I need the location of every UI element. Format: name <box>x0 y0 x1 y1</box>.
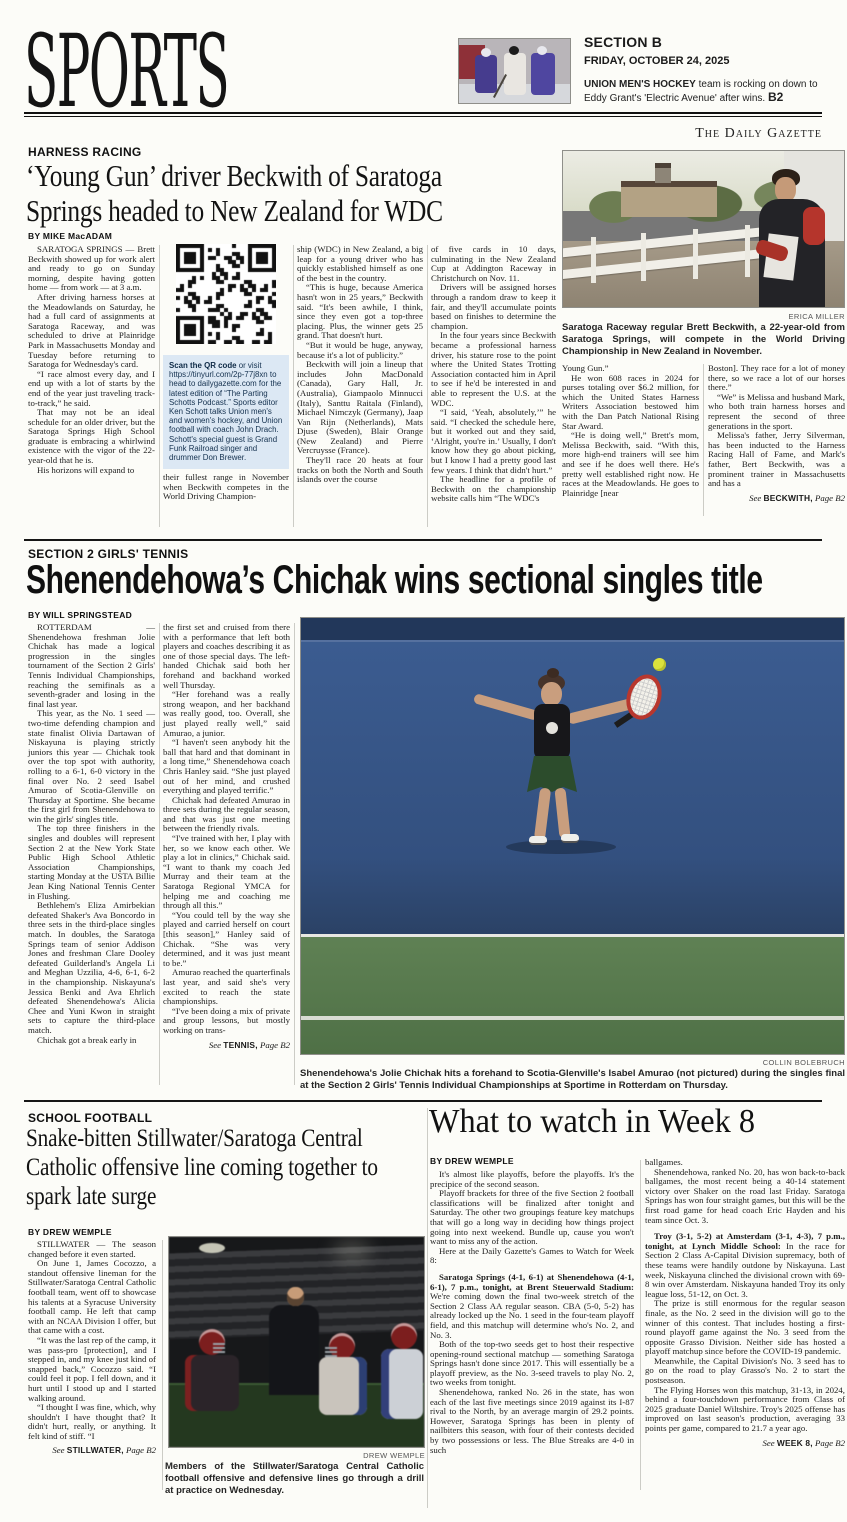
column-rule <box>159 245 160 527</box>
paragraph: This year, as the No. 1 seed — two-time defending champion and state finalist Olivia Dartawan of Niskayuna is playing strictly juniors this year — Chichak took over the top spot with authority, rolling to a 6-1, 6-0 victory in the final over No. 2 seed Isabel Amurao of Scotia-Glenville on Thursday at Sportime. She became the first girl from Shenendehowa to win the girls' singles title. <box>28 708 155 824</box>
section-divider <box>24 1100 822 1102</box>
harness-column-3 <box>297 245 423 485</box>
paragraph: “I've trained with her, I play with her, so we know each other. We play a lot in clinics,” Chichak said. “I want to thank my coach Jed Murray and their team at the Saratoga Regional YMCA for helping me and coaching me through all this.” <box>163 833 290 911</box>
paragraph: Boston]. They race for a lot of money there, so we race a lot of our horses there.” <box>708 363 845 393</box>
paragraph: They'll race 20 heats at four tracks on both the North and South islands over the course <box>297 455 423 485</box>
fence-post <box>591 237 596 283</box>
tennis-column-2-text <box>163 623 290 1036</box>
jump-line-tennis <box>163 1040 290 1050</box>
jump-name: TENNIS, <box>223 1039 258 1050</box>
harness-column-2-text <box>163 473 289 502</box>
photo-credit: ERICA MILLER <box>788 312 845 321</box>
player-right-shoe <box>561 834 579 843</box>
paragraph: SARATOGA SPRINGS — Brett Beckwith showed up for work alert and ready to go on Sunday morning, despite having gotten home — from work — at 3 a.m. <box>28 244 155 293</box>
paragraph: “I thought I was fine, which, why shouldn't I have thought that? It didn't hurt, really, or anything. It felt kind of stiff. “I <box>28 1402 156 1441</box>
paragraph: ROTTERDAM — Shenendehowa freshman Jolie Chichak has made a logical progression in the singles tournament of the Section 2 Girls' Tennis Individual Championships, reaching the semifinals as a seventh-grader and losing in the final last year. <box>28 622 155 709</box>
fence-post <box>745 225 750 277</box>
harness-byline: BY MIKE MacADAM <box>28 231 113 241</box>
week8-column-b-text <box>645 1158 845 1434</box>
jump-name: WEEK 8, <box>776 1437 813 1448</box>
kicker-girls-tennis: SECTION 2 GIRLS' TENNIS <box>28 547 189 561</box>
beckwith-photo <box>562 150 845 308</box>
harness-column-6 <box>708 364 845 503</box>
masthead-rule <box>24 112 822 117</box>
paragraph: That may not be an ideal schedule for an older driver, but the Saratoga Springs High School graduate is embracing a whirlwind existence with the vigor of the 22-year-old that he is. <box>28 407 155 466</box>
date-label: FRIDAY, OCTOBER 24, 2025 <box>584 55 730 67</box>
teaser-page-ref: B2 <box>767 90 784 104</box>
paragraph: The prize is still enormous for the regular season finale, as the No. 2 seed in the division will go to the winner of this contest. That includes hosting a first-round playoff game against the No. 3 seed from the opposite Grasso Division. Neither side has hosted a playoff matchup since before the COVID-19 pandemic. <box>645 1298 845 1357</box>
week8-column-b <box>645 1158 845 1448</box>
page-title: SPORTS <box>24 13 229 130</box>
paragraph: Here at the Daily Gazette's Games to Watch for Week 8: <box>430 1245 634 1266</box>
paragraph: “He is doing well,” Brett's mom, Melissa Beckwith, said. “With this, more high-end trainers will see him and see if he does well there. He's pretty well established right now. He races at the Meadowlands. He goes to Plainridge [near <box>562 430 699 498</box>
harness-column-5 <box>562 364 699 498</box>
player-shadow <box>506 840 616 854</box>
paragraph: Both of the top-two seeds get to host their respective opening-round sectional matchup — something Saratoga Springs hasn't done since 2017. This will essentially be a playoff preview, as the No. 3-seed travels to play No. 2, two weeks from tonight. <box>430 1339 634 1388</box>
tennis-headline: Shenendehowa’s Chichak wins sectional singles title <box>26 558 763 602</box>
harness-column-4 <box>431 245 556 504</box>
paragraph: the first set and cruised from there with a performance that left both players and coaches describing it as one of those special days. The left-handed Chichak said both her forehand and backhand worked well Thursday. <box>163 622 290 690</box>
paragraph: Melissa's father, Jerry Silverman, has been inducted to the Harness Racing Hall of Fame, and Mark's father, Bert Beckwith, was a prominent trainer in Massachusetts and has a <box>708 430 845 489</box>
column-rule <box>162 1240 163 1490</box>
paragraph: “But it would be huge, anyway, because it's a lot of publicity.” <box>297 339 423 360</box>
teaser-lead: UNION MEN'S HOCKEY <box>584 79 696 90</box>
football-helmet <box>391 1323 417 1349</box>
column-rule <box>293 245 294 527</box>
court-back-rail <box>301 618 844 642</box>
column-rule <box>427 1108 428 1508</box>
fence-post <box>641 233 646 281</box>
kicker-harness-racing: HARNESS RACING <box>28 145 142 159</box>
paper-name: The Daily Gazette <box>695 126 822 141</box>
paragraph: Saratoga Springs (4-1, 6-1) at Shenendehowa (4-1, 6-1), 7 p.m., tonight, at Brent Steuerwald Stadium: We're coming down the final two-week stretch of the Section 2 Class AA regular season. CBA (5-0, 5-2) has already locked up the No. 1 seed in the four-team playoff field, and this matchup will determine who's No. 2, and No. 3. <box>430 1271 634 1340</box>
paragraph: ship (WDC) in New Zealand, a big leap for a young driver who has quickly established himself as one of the best in the country. <box>297 244 423 283</box>
paragraph: Young Gun.” <box>562 363 609 373</box>
court-line <box>301 1016 844 1020</box>
paragraph: Chichak got a break early in <box>37 1034 137 1045</box>
player-face <box>541 682 562 706</box>
tennis-byline: BY WILL SPRINGSTEAD <box>28 610 133 620</box>
paragraph: Amurao reached the quarterfinals last year, and said she's very excited to reach the state championships. <box>163 967 290 1007</box>
front-teaser <box>584 78 822 105</box>
teaser-text: team is rocking on down to Eddy Grant's 'Electric Avenue' after wins. <box>584 79 818 104</box>
section-label: SECTION B <box>584 34 663 50</box>
hockey-player <box>475 55 497 93</box>
shirt-logo <box>546 722 558 734</box>
paragraph: Drivers will be assigned horses through a random draw to keep it fair, and they'll accumulate points based on finishes to determine the champion. <box>431 282 556 331</box>
jump-pre: See <box>208 1039 224 1050</box>
hockey-player <box>531 53 555 95</box>
jump-name: BECKWITH, <box>763 492 813 503</box>
helmet-facemask <box>325 1347 337 1357</box>
paragraph: Beckwith will join a lineup that includes John MacDonald (Canada), Gary Hall, Jr. (Australia), Giampaolo Minnucci (Italy), Santtu Raitala (Finland), Michael Nimczyk (Germany), Jaap Van Rijn (Netherlands), Mats Djuse (Sweden), Blair Orange (New Zealand) and Pierre Vercruysse (France). <box>297 359 423 456</box>
paragraph: In the four years since Beckwith became a professional harness driver, his stature rose to the point where the United States Trotting Association contacted him in April to see if he'd be interested in and able to represent the U.S. at the WDC. <box>431 330 556 408</box>
coach-face <box>287 1287 304 1306</box>
hockey-helmet <box>509 46 519 55</box>
paragraph: The Flying Horses won this matchup, 31-13, in 2024, behind a four-touchdown performance from Class of 2025 graduate Daniel Wiltshire. Troy's 2025 offense has improved on last season's production, averaging 33 points per game, compared to 21.7 a year ago. <box>645 1384 845 1434</box>
player-left-shoe <box>529 836 547 845</box>
qr-code-area <box>163 242 289 355</box>
hockey-teaser-photo <box>458 38 571 104</box>
jump-line-beckwith <box>708 493 845 503</box>
paragraph: “This is huge, because America hasn't won in 25 years,” Beckwith said. “It's been awhile, I think, since they even got a top-three placing. Plus, the winner gets 25 grand. That doesn't hurt. <box>297 282 423 341</box>
jump-line-stillwater <box>28 1445 156 1455</box>
week8-column-a <box>430 1170 634 1455</box>
jump-post: Page B2 <box>257 1039 290 1050</box>
paragraph: Chichak had defeated Amurao in three sets during the regular season, and that was just one meeting between the friendly rivals. <box>163 794 290 834</box>
paragraph: “We” is Melissa and husband Mark, who both train harness horses and represent the second of three generations in the sport. <box>708 391 845 431</box>
coach-figure <box>269 1305 319 1395</box>
football-player-right <box>381 1349 423 1419</box>
paragraph: ballgames. <box>645 1157 683 1167</box>
football-column-1 <box>28 1240 156 1455</box>
harness-column-2 <box>163 242 289 502</box>
section-divider <box>24 539 822 541</box>
paragraph: On June 1, James Cocozzo, a standout offensive lineman for the Stillwater/Saratoga Central Catholic football team, went off to showcase his talents at a Syracuse University football camp. He left that camp with an NCAA Division I offer, but that came with a cost. <box>28 1258 156 1336</box>
hockey-player <box>504 53 526 95</box>
paragraph: “I've been doing a mix of private and group lessons, but mostly working on trans- <box>163 1005 290 1035</box>
paragraph: Playoff brackets for three of the five Section 2 football classifications will be finalized after tonight and Saturday. The other two groupings feature key matchups that will go a long way in deciding how things project going into next weekend. Bundle up, cause you won't want to miss any of the action. <box>430 1188 634 1247</box>
kicker-school-football: SCHOOL FOOTBALL <box>28 1111 153 1125</box>
football-player-center <box>319 1357 367 1415</box>
football-headline: Snake-bitten Stillwater/Saratoga Central Catholic offensive line coming together to spark late surge <box>26 1125 378 1210</box>
hockey-helmet <box>481 48 491 57</box>
player-hair-bun <box>547 668 559 678</box>
column-rule <box>640 1160 641 1490</box>
podcast-promo-note <box>163 355 289 469</box>
masthead-info <box>584 34 822 105</box>
beckwith-caption: Saratoga Raceway regular Brett Beckwith, a 22-year-old from Saratoga Springs, will compete in the World Driving Championship in New Zealand in November. <box>562 322 845 357</box>
jump-line-week8 <box>645 1438 845 1448</box>
photo-credit: DREW WEMPLE <box>363 1451 425 1460</box>
column-rule <box>703 364 704 516</box>
jump-name: STILLWATER, <box>66 1445 124 1456</box>
qr-note-lead: Scan the QR code <box>169 361 237 370</box>
paragraph: “I said, ‘Yeah, absolutely,’” he said. “I checked the schedule here, but it worked out and they said, ‘Alright, you're in.’ Usually, I don't know how they go about picking, but I know I had a pretty good last few years. I think that didn't hurt.” <box>431 407 556 475</box>
paragraph: After driving harness horses at the Meadowlands on Saturday, he had a full card of assignments at Saratoga Raceway, and was scheduled to drive at Plainridge Park in Massachusetts Monday and Tuesday before returning to Saratoga for Wednesday's card. <box>28 291 155 370</box>
qr-code <box>176 244 276 344</box>
cupola <box>655 163 671 183</box>
football-caption: Members of the Stillwater/Saratoga Central Catholic football offensive and defensive lines go through a drill at practice on Wednesday. <box>165 1461 424 1496</box>
paragraph: The top three finishers in the singles and doubles will represent Section 2 at the New York State Public High School Athletic Association Championships, starting Monday at the USTA Billie Jean King National Tennis Center in Flushing. <box>28 823 155 901</box>
helmet-facemask <box>213 1343 225 1353</box>
jacket-red-shoulder <box>803 207 825 245</box>
jump-post: Page B2 <box>123 1445 156 1456</box>
paragraph: Shenendehowa, ranked No. 26 in the state, has won each of the last five meetings since 2019 against its I-87 rival to the North, by an average margin of 29.2 points. However, Saratoga Springs has been in plenty of nailbiters this season, with four of their contests decided by two possessions or less. The Blue Streaks are 4-0 in such <box>430 1387 634 1455</box>
fence-post <box>693 229 698 279</box>
paragraph: Meanwhile, the Capital Division's No. 3 seed has to go on the road to play Grasso's No. 2 to start the postseason. <box>645 1355 845 1386</box>
week8-byline: BY DREW WEMPLE <box>430 1156 514 1166</box>
paragraph: The headline for a profile of Beckwith on the championship website calls him “The WDC's <box>431 474 556 504</box>
tennis-ball <box>653 658 666 671</box>
tennis-caption: Shenendehowa's Jolie Chichak hits a forehand to Scotia-Glenville's Isabel Amurao (not pictured) during the singles final at the Section 2 Girls' Tennis Individual Championships at Sportime in Rotterdam on Thursday. <box>300 1068 845 1091</box>
photo-background <box>169 1237 424 1447</box>
paragraph: “It was the last rep of the camp, it was pass-pro [protection], and I stepped in, and my knee just kind of snapped back,” Cocozzo said. “I could feel it pop. I fell down, and it hurt until I stood up and I started walking around. <box>28 1334 156 1403</box>
jump-post: Page B2 <box>812 1437 845 1448</box>
paragraph: Troy (3-1, 5-2) at Amsterdam (3-1, 4-3), 7 p.m., tonight, at Lynch Middle School: In the race for Section 2 Class A-Capital Division supremacy, both of these teams were handily outdone by Niskayuna. Last week, Niskayuna clinched the divisional crown with 69-8 win over Amsterdam. Niskayuna handed Troy its only league loss, 51-12, on Oct. 3. <box>645 1231 845 1299</box>
paragraph: His horizons will expand to <box>37 464 135 475</box>
paragraph: “Her forehand was a really strong weapon, and her backhand was really good, too. Overall, she just played really well,” said Amurao, a junior. <box>163 689 290 738</box>
paragraph: He won 608 races in 2024 for purses totaling over $6.2 million, for which the United States Harness Writers Association bestowed him with the Dan Patch National Rising Star Award. <box>562 372 699 431</box>
tennis-column-1 <box>28 623 155 1045</box>
paragraph: “I haven't seen anybody hit the ball that hard and that dominant in a long time,” Shenendehowa coach Chris Hanley said. “She just played out of her mind, and crushed everything and played terrific.” <box>163 737 290 796</box>
harness-column-1 <box>28 245 155 475</box>
paragraph: STILLWATER — The season changed before it even started. <box>28 1239 156 1259</box>
paragraph: “I race almost every day, and I end up with a lot of starts by the end of the year just traveling track-to-track,” he said. <box>28 368 155 408</box>
harness-headline: ‘Young Gun’ driver Beckwith of Saratoga Springs headed to New Zealand for WDC <box>26 158 443 228</box>
tennis-photo <box>300 617 845 1055</box>
court-floor <box>301 934 844 1054</box>
tennis-column-2 <box>163 623 290 1050</box>
qr-note-text: or visit https://tinyurl.com/2p-77j8xn to head to dailygazette.com for the latest edition of “The Parting Schotts Podcast.” Sports editor Ken Schott talks Union men's and women's hockey, and Union football with coach John Drach. Schott's special guest is Grand Funk Railroad singer and drummer Don Brewer. <box>169 361 283 463</box>
football-player-left <box>185 1355 239 1411</box>
paragraph: Bethlehem's Eliza Amirbekian defeated Shaker's Ava Boncordo in three sets in the third-place singles match. In doubles, the Saratoga Springs team of senior Addison Jones and freshman Clare Dooley defeated Guilderland's Angela Li and Meghan Uzzilia, 4-6, 6-1, 6-2 in the championship. Niskayuna's Jessica Benki and Ava Ehrlich defeated Shenendehowa's Alicia Chee and Yuni Kwon in straight sets to capture the third-place match. <box>28 900 155 1035</box>
harness-column-6-text <box>708 364 845 489</box>
column-rule <box>159 623 160 1085</box>
column-rule <box>294 623 295 1085</box>
week8-headline: What to watch in Week 8 <box>429 1103 755 1140</box>
football-photo <box>168 1236 425 1448</box>
football-column-1-text <box>28 1240 156 1441</box>
photo-credit: COLLIN BOLEBRUCH <box>762 1058 845 1067</box>
player-skirt <box>527 756 577 792</box>
paragraph: It's almost like playoffs, before the playoffs. It's the precipice of the second season. <box>430 1169 634 1189</box>
hockey-helmet <box>537 46 547 55</box>
raceway-building <box>621 181 717 217</box>
jump-pre: See <box>762 1437 777 1448</box>
football-byline: BY DREW WEMPLE <box>28 1227 112 1237</box>
jump-pre: See <box>749 492 764 503</box>
column-rule <box>427 245 428 527</box>
paragraph: their fullest range in November when Beckwith competes in the World Driving Champion- <box>163 472 289 502</box>
jump-pre: See <box>52 1445 67 1456</box>
paragraph: “You could tell by the way she played and carried herself on court [this season],” Hanley said of Chichak. “She was very determined, and it was just meant to be.” <box>163 909 290 968</box>
paragraph: Shenendehowa, ranked No. 20, has won back-to-back ballgames, the most recent being a 40-14 statement victory over Shaker on the road last Friday. Saratoga Springs has won four straight games, but this will be the first road game for head coach Eric Hayden and his team since Oct. 3. <box>645 1166 845 1225</box>
jump-post: Page B2 <box>812 492 845 503</box>
paragraph: of five cards in 10 days, culminating in the New Zealand Cup at Addington Raceway in Christchurch on Nov. 11. <box>431 244 556 283</box>
stadium-lights <box>199 1243 225 1253</box>
